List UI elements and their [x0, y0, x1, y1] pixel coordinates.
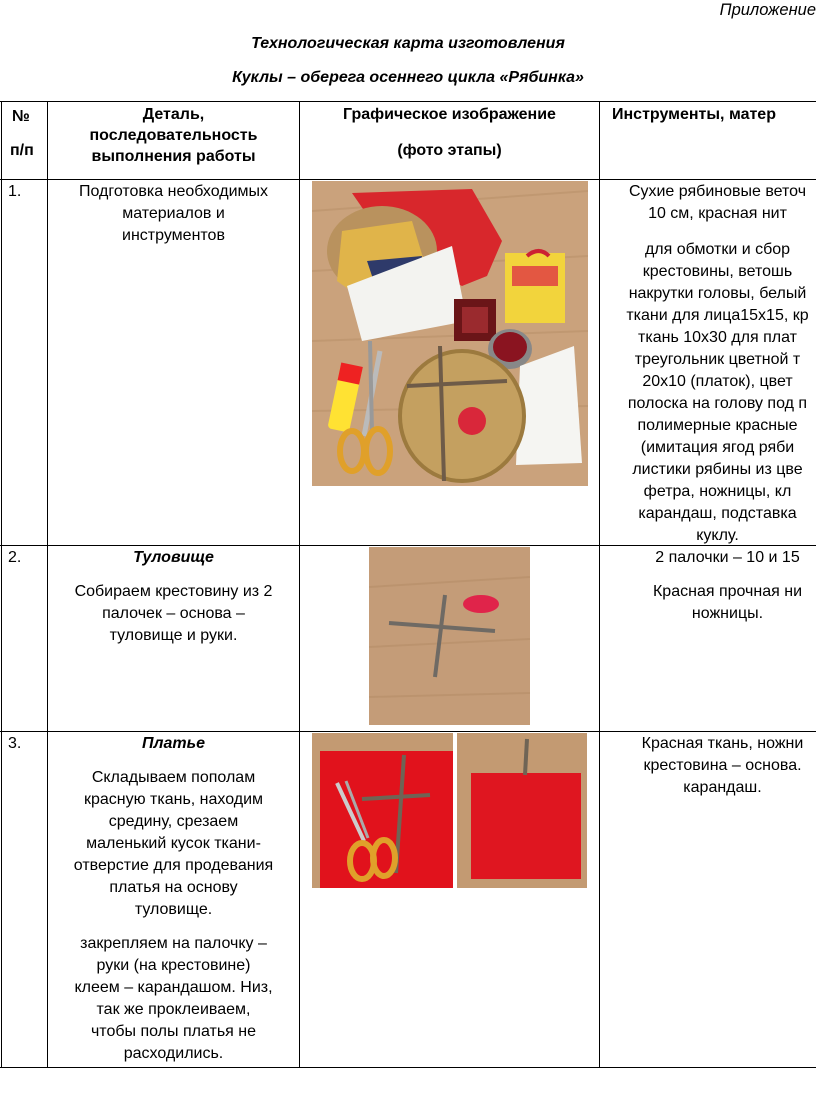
row-3-tools: Красная ткань, ножни крестовина – основа. карандаш.: [641, 735, 804, 796]
appendix-label: Приложение: [719, 1, 816, 19]
header-num-sub: п/п: [10, 142, 34, 159]
document-title: Технологическая карта изготовления: [251, 35, 565, 52]
header-num: №: [12, 108, 30, 125]
row-1-tools: Сухие рябиновые веточ 10 см, красная нит для обмотки и сбор крестовины, ветошь накрутки головы, белый ткани для лица15х15, кр ткань 10х30 для плат треугольник цветной т 20х10 (платок), цвет полоска на голову под п полимерные красные (имитация ягод ряби листики рябины из цве фетра, ножницы, кл карандаш, подставка куклу.: [626, 183, 809, 544]
row-2-num: 2.: [8, 549, 22, 566]
document-subtitle: Куклы – оберега осеннего цикла «Рябинка»: [232, 69, 584, 86]
row-1-num: 1.: [8, 183, 22, 200]
dress-photo-frame: [457, 733, 587, 888]
row-2-step: Туловище Собираем крестовину из 2 палочек – основа – туловище и руки.: [48, 547, 299, 647]
header-tools: Инструменты, матер: [612, 106, 776, 123]
frame-photo: [369, 547, 530, 725]
dress-photo-scissors: [312, 733, 453, 888]
row-3-num: 3.: [8, 735, 22, 752]
row-1-step: Подготовка необходимых материалов и инструментов: [78, 183, 269, 244]
row-3-step: Платье Складываем пополам красную ткань, находим средину, срезаем маленький кусок ткани- отверстие для продевания платья на основу туловище. закрепляем на палочку – руки (на крестовине) клеем – карандашом. Низ, так же проклеиваем, чтобы полы платья не расходились.: [48, 733, 299, 1065]
row-3-title: Платье: [142, 735, 205, 752]
materials-photo: [312, 181, 588, 486]
row-2-tools: 2 палочки – 10 и 15 Красная прочная ни ножницы.: [652, 549, 803, 622]
header-image: Графическое изображение (фото этапы): [343, 106, 556, 159]
header-detail: Деталь, последовательность выполнения работы: [89, 106, 258, 165]
row-2-title: Туловище: [133, 549, 214, 566]
